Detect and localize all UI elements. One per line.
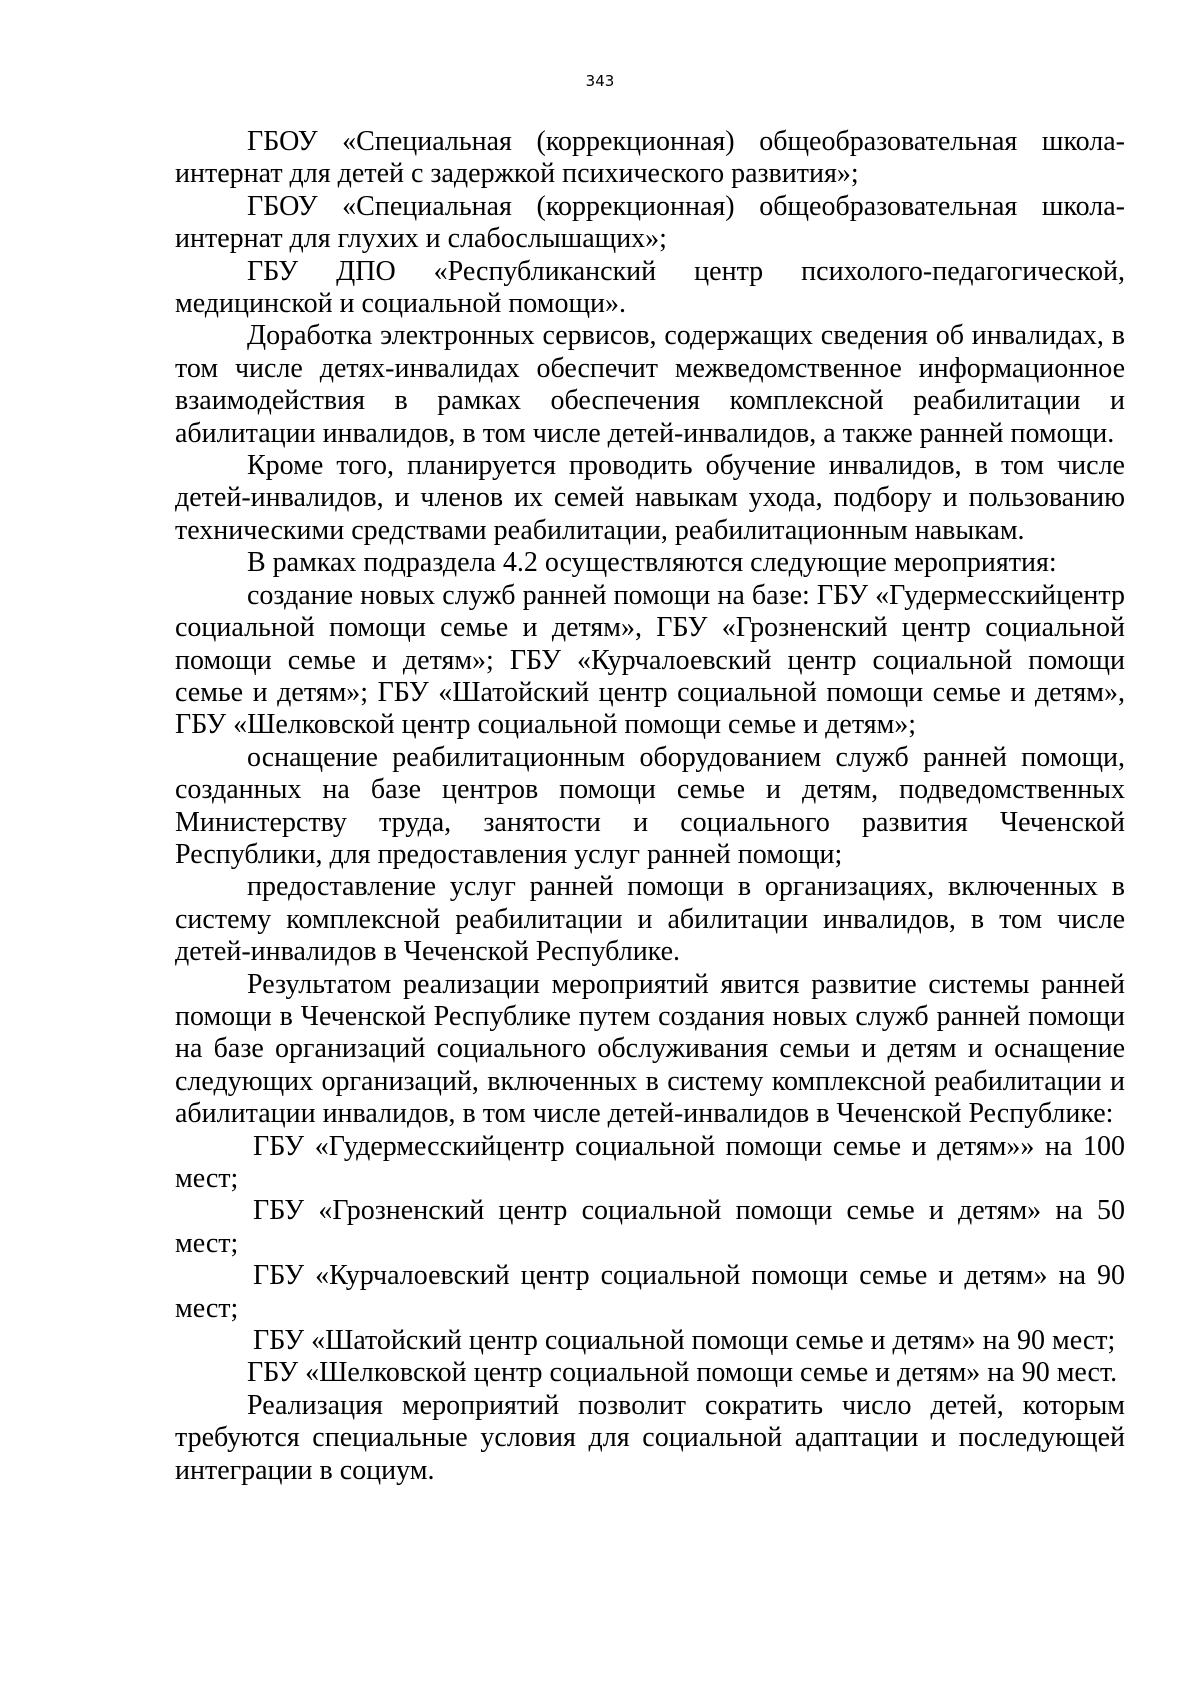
paragraph-subsection-intro: В рамках подраздела 4.2 осуществляются следующие мероприятия: [247, 547, 1057, 579]
paragraph-equipment: оснащение реабилитационным оборудованием служб ранней помощи, созданных на базе центров помощи семье и детям, подведомственных Министерству труда, занятости и социального развития Чеченской Республики, для предоставления услуг ранней помощи; [175, 741, 1125, 870]
paragraph-new-services: создание новых служб ранней помощи на базе: ГБУ «Гудермесскийцентр социальной помощи семье и детям», ГБУ «Грозненский центр социальной помощи семье и детям»; ГБУ «Курчалоевский центр социальной помощи семье и детям»; ГБУ «Шатойский центр социальной помощи семье и детям», ГБУ «Шелковской центр социальной помощи семье и детям»; [175, 579, 1125, 741]
document-body [175, 126, 1125, 1487]
list-item-kurchaloy: ГБУ «Курчалоевский центр социальной помощи семье и детям» на 90 мест; [175, 1260, 1125, 1324]
paragraph-center-dpo: ГБУ ДПО «Республиканский центр психолого-педагогической, медицинской и социальной помощи». [175, 255, 1125, 320]
paragraph-e-services: Доработка электронных сервисов, содержащих сведения об инвалидах, в том числе детях-инвалидах обеспечит межведомственное информационное взаимодействия в рамках обеспечения комплексной реабилитации и абилитации инвалидов, в том числе детей-инвалидов, а также ранней помощи. [175, 320, 1125, 449]
paragraph-school-deaf: ГБОУ «Специальная (коррекционная) общеобразовательная школа-интернат для глухих и слабослышащих»; [175, 190, 1125, 255]
page-number: 343 [585, 72, 615, 90]
paragraph-services-provision: предоставление услуг ранней помощи в организациях, включенных в систему комплексной реабилитации и абилитации инвалидов, в том числе детей-инвалидов в Чеченской Республике. [175, 871, 1125, 968]
paragraph-training: Кроме того, планируется проводить обучение инвалидов, в том числе детей-инвалидов, и членов их семей навыкам ухода, подбору и пользованию техническими средствами реабилитации, реабилитационным навыкам. [175, 450, 1125, 546]
paragraph-result: Результатом реализации мероприятий явится развитие системы ранней помощи в Чеченской Республике путем создания новых служб ранней помощи на базе организаций социального обслуживания семьи и детям и оснащение следующих организаций, включенных в систему комплексной реабилитации и абилитации инвалидов, в том числе детей-инвалидов в Чеченской Республике: [175, 968, 1125, 1130]
list-item-grozny: ГБУ «Грозненский центр социальной помощи семье и детям» на 50 мест; [175, 1195, 1125, 1259]
list-item-shatoy: ГБУ «Шатойский центр социальной помощи семье и детям» на 90 мест; [253, 1325, 1116, 1357]
paragraph-school-delay: ГБОУ «Специальная (коррекционная) общеобразовательная школа-интернат для детей с задержкой психического развития»; [175, 126, 1125, 190]
list-item-gudermes: ГБУ «Гудермесскийцентр социальной помощи семье и детям»» на 100 мест; [175, 1130, 1125, 1194]
paragraph-conclusion: Реализация мероприятий позволит сократить число детей, которым требуются специальные условия для социальной адаптации и последующей интеграции в социум. [175, 1389, 1125, 1486]
list-item-shelkovskoy: ГБУ «Шелковской центр социальной помощи семье и детям» на 90 мест. [247, 1357, 1118, 1389]
